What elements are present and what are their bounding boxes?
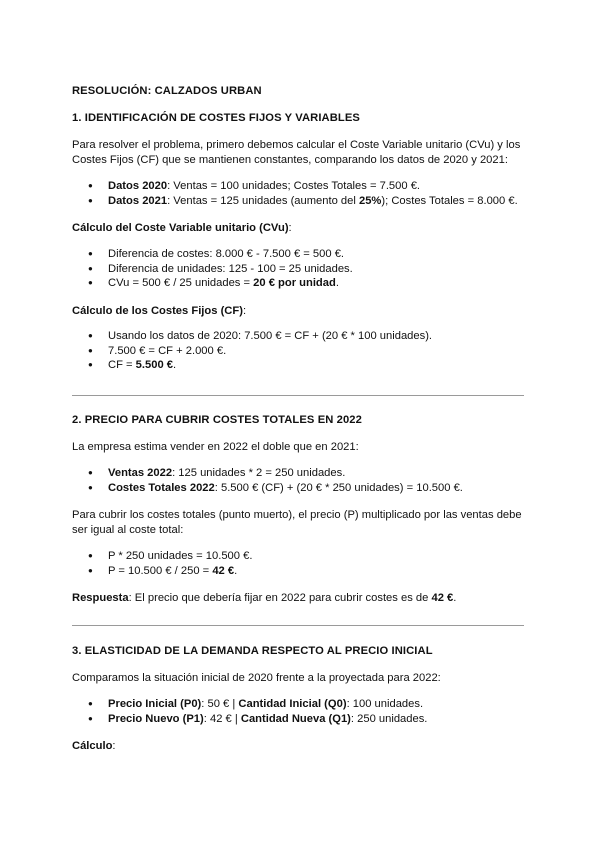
list-item: ● Usando los datos de 2020: 7.500 € = CF + (20 € * 100 unidades). bbox=[72, 329, 432, 344]
list-item: ● Costes Totales 2022: 5.500 € (CF) + (20 € * 250 unidades) = 10.500 €. bbox=[72, 481, 463, 496]
list-item: ● CVu = 500 € / 25 unidades = 20 € por unidad. bbox=[72, 276, 353, 291]
list-item: ● Precio Inicial (P0): 50 € | Cantidad Inicial (Q0): 100 unidades. bbox=[72, 697, 427, 712]
section-2-paragraph-line-2: ser igual al coste total: bbox=[72, 524, 184, 536]
cvu-list bbox=[72, 247, 353, 291]
section-2-data-list bbox=[72, 466, 463, 495]
section-1-heading: 1. IDENTIFICACIÓN DE COSTES FIJOS Y VARIABLES bbox=[72, 112, 360, 124]
section-divider bbox=[72, 625, 524, 626]
cvu-subheading: Cálculo del Coste Variable unitario (CVu): bbox=[72, 222, 292, 234]
section-1-intro-line-2: Costes Fijos (CF) que se mantienen constantes, comparando los datos de 2020 y 2021: bbox=[72, 154, 508, 166]
section-3-intro: Comparamos la situación inicial de 2020 frente a la proyectada para 2022: bbox=[72, 672, 441, 684]
list-item: ● Ventas 2022: 125 unidades * 2 = 250 unidades. bbox=[72, 466, 463, 481]
section-3-data-list bbox=[72, 697, 427, 726]
section-1-intro-line-1: Para resolver el problema, primero debemos calcular el Coste Variable unitario (CVu) y los bbox=[72, 139, 521, 151]
section-2-calc-list bbox=[72, 549, 252, 578]
cf-list bbox=[72, 329, 432, 373]
cf-subheading: Cálculo de los Costes Fijos (CF): bbox=[72, 305, 247, 317]
section-3-heading: 3. ELASTICIDAD DE LA DEMANDA RESPECTO AL PRECIO INICIAL bbox=[72, 645, 433, 657]
document-title: RESOLUCIÓN: CALZADOS URBAN bbox=[72, 85, 262, 97]
section-1-data-list bbox=[72, 179, 518, 208]
calculation-label: Cálculo: bbox=[72, 740, 116, 752]
section-2-heading: 2. PRECIO PARA CUBRIR COSTES TOTALES EN 2022 bbox=[72, 414, 362, 426]
list-item: ● Diferencia de unidades: 125 - 100 = 25 unidades. bbox=[72, 262, 353, 277]
list-item: ● P = 10.500 € / 250 = 42 €. bbox=[72, 564, 252, 579]
section-2-answer: Respuesta: El precio que debería fijar en 2022 para cubrir costes es de 42 €. bbox=[72, 592, 457, 604]
list-item: ● Precio Nuevo (P1): 42 € | Cantidad Nueva (Q1): 250 unidades. bbox=[72, 712, 427, 727]
list-item: ● Diferencia de costes: 8.000 € - 7.500 € = 500 €. bbox=[72, 247, 353, 262]
section-2-paragraph-line-1: Para cubrir los costes totales (punto muerto), el precio (P) multiplicado por las ventas debe bbox=[72, 509, 522, 521]
list-item: ● CF = 5.500 €. bbox=[72, 358, 432, 373]
list-item: ● Datos 2020: Ventas = 100 unidades; Costes Totales = 7.500 €. bbox=[72, 179, 518, 194]
section-2-intro: La empresa estima vender en 2022 el doble que en 2021: bbox=[72, 441, 359, 453]
list-item: ● 7.500 € = CF + 2.000 €. bbox=[72, 344, 432, 359]
list-item: ● Datos 2021: Ventas = 125 unidades (aumento del 25%); Costes Totales = 8.000 €. bbox=[72, 194, 518, 209]
section-divider bbox=[72, 395, 524, 396]
list-item: ● P * 250 unidades = 10.500 €. bbox=[72, 549, 252, 564]
